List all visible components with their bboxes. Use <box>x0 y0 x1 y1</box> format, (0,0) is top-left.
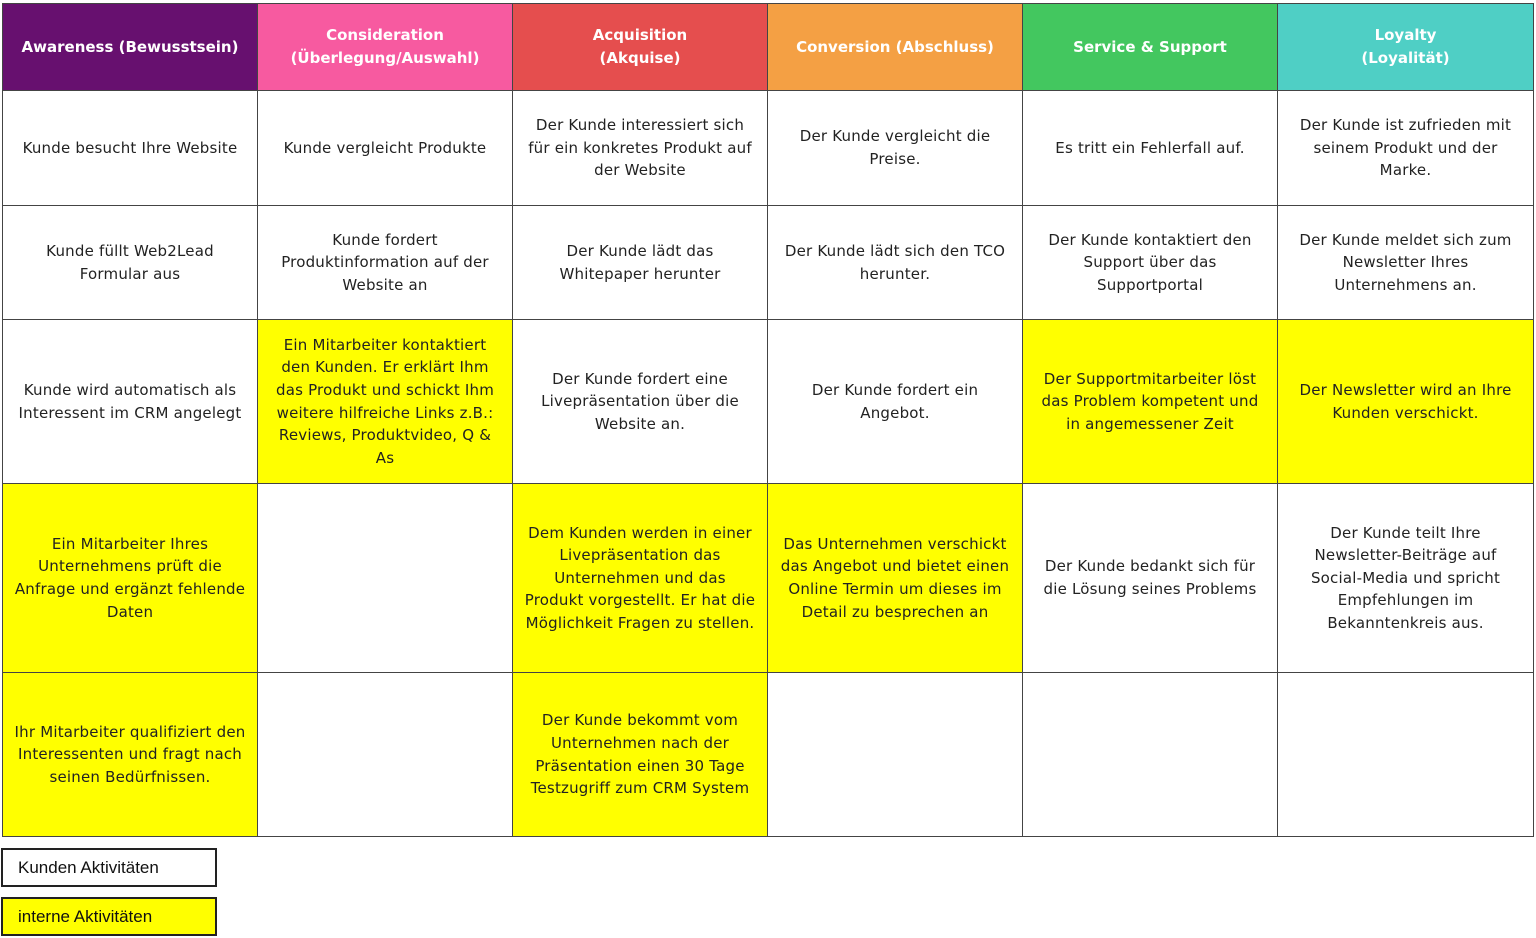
activity-text: Der Kunde bedankt sich für die Lösung seines Problems <box>1043 557 1257 598</box>
activity-text: Der Kunde bekommt vom Unternehmen nach der Präsentation einen 30 Tage Testzugriff zum CRM System <box>530 711 750 798</box>
internal-activity-cell <box>1278 320 1534 484</box>
activity-text: Der Newsletter wird an Ihre Kunden verschickt. <box>1299 380 1512 422</box>
activity-text: Ein Mitarbeiter kontaktiert den Kunden. Er erklärt Ihm das Produkt und schickt Ihm weitere hilfreiche Links z.B.: Reviews, Produktvideo, Q & As <box>275 335 495 467</box>
legend-customer-activities <box>1 848 217 887</box>
activity-text: Das Unternehmen verschickt das Angebot und bietet einen Online Termin um dieses im Detail zu besprechen an <box>780 534 1010 621</box>
activity-text: Der Kunde ist zufrieden mit seinem Produkt und der Marke. <box>1299 116 1512 180</box>
customer-activity-cell <box>1023 91 1278 206</box>
phase-header-consideration <box>258 4 513 91</box>
internal-activity-cell <box>513 484 768 673</box>
phase-header-service-support <box>1023 4 1278 91</box>
internal-activity-cell <box>3 673 258 837</box>
phase-header-loyalty <box>1278 4 1534 91</box>
activity-text: Es tritt ein Fehlerfall auf. <box>1055 138 1245 157</box>
table-row <box>3 91 1534 206</box>
activity-text: Der Kunde interessiert sich für ein konkretes Produkt auf der Website <box>528 116 752 180</box>
activity-text: Kunde wird automatisch als Interessent im CRM angelegt <box>18 380 242 422</box>
legend-internal-label: interne Aktivitäten <box>18 907 153 926</box>
activity-text: Kunde fordert Produktinformation auf der Website an <box>281 230 489 294</box>
activity-text: Kunde füllt Web2Lead Formular aus <box>46 241 214 283</box>
customer-activity-cell <box>1023 206 1278 320</box>
table-row <box>3 320 1534 484</box>
table-row <box>3 484 1534 673</box>
customer-journey-table <box>2 3 1534 837</box>
activity-text: Der Supportmitarbeiter löst das Problem kompetent und in angemessener Zeit <box>1041 369 1259 433</box>
activity-text: Der Kunde lädt das Whitepaper herunter <box>559 241 721 283</box>
table-body <box>3 91 1534 837</box>
customer-activity-cell <box>513 91 768 206</box>
internal-activity-cell <box>513 673 768 837</box>
customer-activity-cell <box>768 673 1023 837</box>
internal-activity-cell <box>768 484 1023 673</box>
activity-text: Der Kunde lädt sich den TCO herunter. <box>784 241 1006 283</box>
customer-activity-cell <box>258 484 513 673</box>
legend-internal-activities <box>1 897 217 936</box>
phase-header-label: Awareness (Bewusstsein) <box>21 37 239 56</box>
activity-text: Kunde vergleicht Produkte <box>283 138 487 157</box>
customer-activity-cell <box>513 206 768 320</box>
customer-activity-cell <box>1278 91 1534 206</box>
customer-activity-cell <box>1023 673 1278 837</box>
table-row <box>3 206 1534 320</box>
phase-header-acquisition <box>513 4 768 91</box>
customer-activity-cell <box>258 206 513 320</box>
customer-activity-cell <box>1278 484 1534 673</box>
internal-activity-cell <box>3 484 258 673</box>
phase-header-label: Service & Support <box>1073 37 1227 56</box>
customer-activity-cell <box>1278 673 1534 837</box>
phase-header-label: Conversion (Abschluss) <box>796 37 994 56</box>
customer-activity-cell <box>3 320 258 484</box>
customer-activity-cell <box>258 673 513 837</box>
customer-activity-cell <box>1023 484 1278 673</box>
phase-header-label: Consideration (Überlegung/Auswahl) <box>290 26 480 67</box>
phase-header-conversion <box>768 4 1023 91</box>
activity-text: Der Kunde teilt Ihre Newsletter-Beiträge auf Social-Media und spricht Empfehlungen im Bekanntenkreis aus. <box>1310 523 1501 632</box>
activity-text: Der Kunde meldet sich zum Newsletter Ihres Unternehmens an. <box>1299 230 1512 294</box>
activity-text: Ihr Mitarbeiter qualifiziert den Interessenten und fragt nach seinen Bedürfnissen. <box>14 722 246 786</box>
table-row <box>3 673 1534 837</box>
customer-activity-cell <box>768 91 1023 206</box>
activity-text: Der Kunde vergleicht die Preise. <box>799 127 991 168</box>
activity-text: Der Kunde kontaktiert den Support über das Supportportal <box>1048 230 1252 294</box>
customer-activity-cell <box>3 206 258 320</box>
customer-activity-cell <box>513 320 768 484</box>
activity-text: Der Kunde fordert eine Livepräsentation über die Website an. <box>541 369 739 433</box>
customer-activity-cell <box>258 91 513 206</box>
activity-text: Kunde besucht Ihre Website <box>22 138 238 157</box>
header-row <box>3 4 1534 91</box>
legend-customer-label: Kunden Aktivitäten <box>18 858 159 877</box>
activity-text: Dem Kunden werden in einer Livepräsentation das Unternehmen und das Produkt vorgestellt. Er hat die Möglichkeit Fragen zu stellen. <box>524 523 756 632</box>
internal-activity-cell <box>258 320 513 484</box>
activity-text: Der Kunde fordert ein Angebot. <box>811 380 979 422</box>
customer-activity-cell <box>3 91 258 206</box>
phase-header-label: Acquisition (Akquise) <box>592 26 688 67</box>
customer-activity-cell <box>1278 206 1534 320</box>
phase-header-awareness <box>3 4 258 91</box>
customer-activity-cell <box>768 320 1023 484</box>
phase-header-label: Loyalty (Loyalität) <box>1361 26 1450 67</box>
internal-activity-cell <box>1023 320 1278 484</box>
customer-activity-cell <box>768 206 1023 320</box>
activity-text: Ein Mitarbeiter Ihres Unternehmens prüft die Anfrage und ergänzt fehlende Daten <box>14 534 246 621</box>
